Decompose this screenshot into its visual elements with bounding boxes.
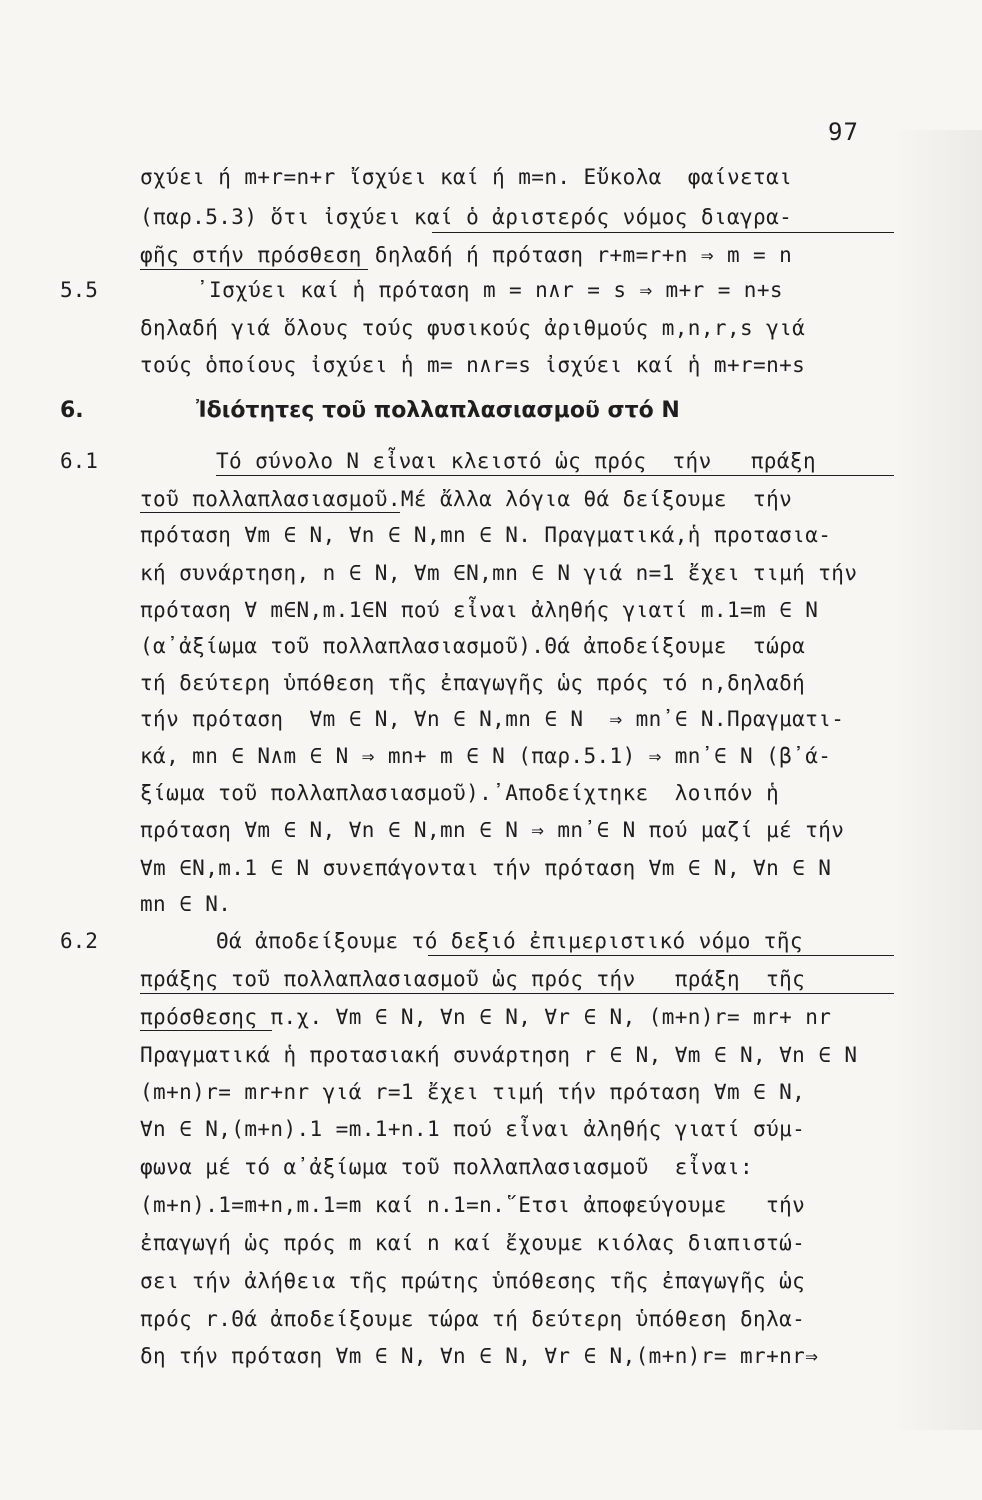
text-line: Πραγματικά ἡ προτασιακή συνάρτηση r ∈ N, ∀m ∈ N, ∀n ∈ N bbox=[140, 1043, 858, 1067]
text-line: πρός r.Θά ἀποδείξουμε τώρα τή δεύτερη ὑπόθεση δηλα- bbox=[140, 1307, 806, 1331]
section-number-6-1: 6.1 bbox=[60, 449, 98, 473]
text-line: (α᾽ἀξίωμα τοῦ πολλαπλασιασμοῦ).Θά ἀποδείξουμε τώρα bbox=[140, 634, 806, 658]
text-line: ξίωμα τοῦ πολλαπλασιασμοῦ).᾽Αποδείχτηκε λοιπόν ἡ bbox=[140, 781, 780, 805]
text-line: ᾽Ισχύει καί ἡ πρόταση m = n∧r = s ⇒ m+r = n+s bbox=[196, 278, 783, 302]
text-line: δηλαδή γιά ὅλους τούς φυσικούς ἀριθμούς m,n,r,s γιά bbox=[140, 316, 806, 340]
section-number-6-2: 6.2 bbox=[60, 929, 98, 953]
text-line: πρόταση ∀m ∈ N, ∀n ∈ N,mn ∈ N. Πραγματικά,ἡ προτασια- bbox=[140, 523, 832, 547]
text-line: τούς ὁποίους ἰσχύει ἡ m= n∧r=s ἰσχύει καί ἡ m+r=n+s bbox=[140, 353, 806, 377]
underline bbox=[216, 475, 894, 476]
text-line: (m+n).1=m+n,m.1=m καί n.1=n.῞Ετσι ἀποφεύγουμε τήν bbox=[140, 1193, 806, 1217]
underline bbox=[140, 993, 894, 994]
underline bbox=[140, 1030, 272, 1031]
text-line: πρόταση ∀m ∈ N, ∀n ∈ N,mn ∈ N ⇒ mn᾽∈ N πού μαζί μέ τήν bbox=[140, 818, 845, 842]
page-number: 97 bbox=[828, 118, 859, 146]
underline bbox=[140, 269, 368, 270]
text-line: τοῦ πολλαπλασιασμοῦ.Μέ ἄλλα λόγια θά δείξουμε τήν bbox=[140, 487, 793, 511]
text-line: κή συνάρτηση, n ∈ N, ∀m ∈N,mn ∈ N γιά n=1 ἔχει τιμή τήν bbox=[140, 561, 858, 585]
text-line: φῆς στήν πρόσθεση δηλαδή ή πρόταση r+m=r+n ⇒ m = n bbox=[140, 243, 793, 267]
text-line: πρόσθεσης π.χ. ∀m ∈ N, ∀n ∈ N, ∀r ∈ N, (m+n)r= mr+ nr bbox=[140, 1005, 832, 1029]
text-line: ἐπαγωγή ὡς πρός m καί n καί ἔχουμε κιόλας διαπιστώ- bbox=[140, 1231, 806, 1255]
text-line: (παρ.5.3) ὅτι ἰσχύει καί ὁ ἀριστερός νόμος διαγρα- bbox=[140, 205, 793, 229]
text-line: Θά ἀποδείξουμε τό δεξιό ἐπιμεριστικό νόμο τῆς bbox=[216, 929, 803, 953]
bleed-through-shadow bbox=[892, 130, 982, 1430]
text-line: κά, mn ∈ N∧m ∈ N ⇒ mn+ m ∈ N (παρ.5.1) ⇒ mn᾽∈ N (β᾽ά- bbox=[140, 744, 832, 768]
text-line: ∀n ∈ N,(m+n).1 =m.1+n.1 πού εἶναι ἀληθής γιατί σύμ- bbox=[140, 1117, 806, 1141]
text-line: φωνα μέ τό α᾽ἀξίωμα τοῦ πολλαπλασιασμοῦ εἶναι: bbox=[140, 1155, 754, 1179]
text-line: τή δεύτερη ὑπόθεση τῆς ἐπαγωγῆς ὡς πρός τό n,δηλαδή bbox=[140, 671, 806, 695]
section-heading-number: 6. bbox=[60, 398, 84, 423]
text-line: ∀m ∈N,m.1 ∈ N συνεπάγονται τήν πρόταση ∀m ∈ N, ∀n ∈ N bbox=[140, 856, 832, 880]
underline bbox=[432, 232, 894, 233]
section-number-5-5: 5.5 bbox=[60, 278, 98, 302]
underline bbox=[140, 512, 400, 513]
text-line: δη τήν πρόταση ∀m ∈ N, ∀n ∈ N, ∀r ∈ N,(m+n)r= mr+nr⇒ bbox=[140, 1344, 819, 1368]
text-line: πρόταση ∀ m∈N,m.1∈N πού εἶναι ἀληθής γιατί m.1=m ∈ N bbox=[140, 598, 819, 622]
text-line: πράξης τοῦ πολλαπλασιασμοῦ ὡς πρός τήν πράξη τῆς bbox=[140, 967, 806, 991]
text-line: mn ∈ N. bbox=[140, 892, 232, 916]
text-line: σχύει ή m+r=n+r ἴσχύει καί ή m=n. Εὔκολα φαίνεται bbox=[140, 165, 793, 189]
underline bbox=[428, 955, 894, 956]
section-heading-title: Ἰδιότητες τοῦ πολλαπλασιασμοῦ στό N bbox=[196, 398, 680, 423]
text-line: (m+n)r= mr+nr γιά r=1 ἔχει τιμή τήν πρόταση ∀m ∈ N, bbox=[140, 1080, 806, 1104]
text-line: σει τήν ἀλήθεια τῆς πρώτης ὑπόθεσης τῆς ἐπαγωγῆς ὡς bbox=[140, 1269, 806, 1293]
text-line: Τό σύνολο N εἶναι κλειστό ὡς πρός τήν πράξη bbox=[216, 449, 816, 473]
text-line: τήν πρόταση ∀m ∈ N, ∀n ∈ N,mn ∈ N ⇒ mn᾽∈ N.Πραγματι- bbox=[140, 707, 845, 731]
